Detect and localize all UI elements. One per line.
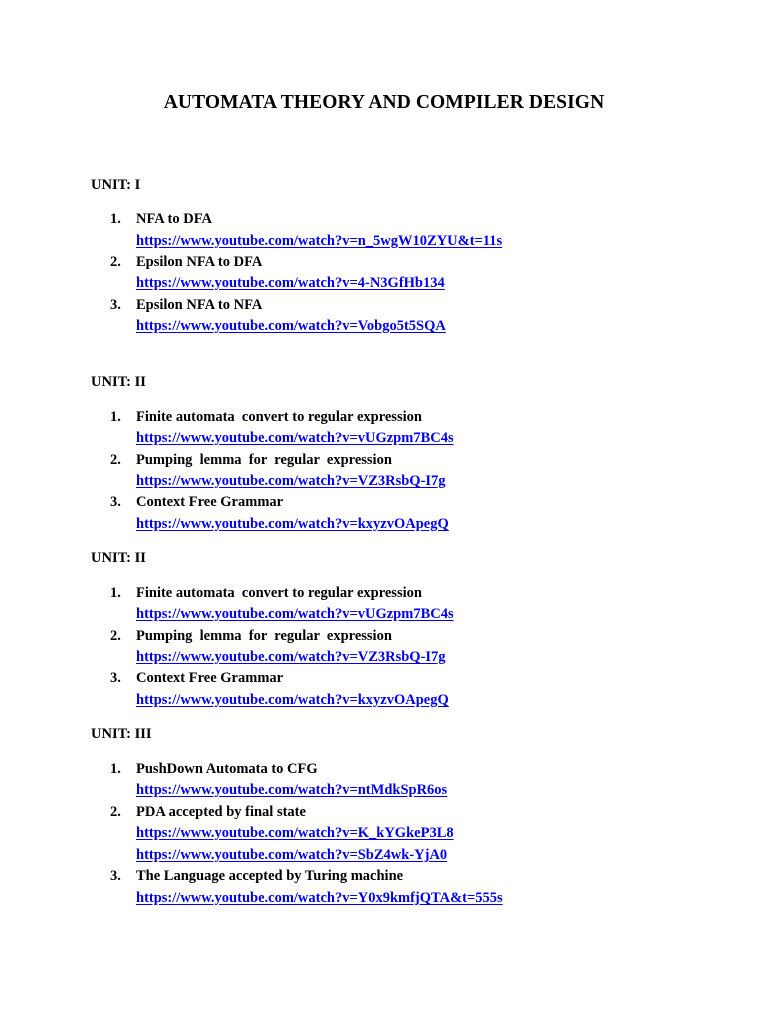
item-number: 1. <box>110 211 121 227</box>
item-number: 3. <box>110 494 121 510</box>
item-number: 1. <box>110 761 121 777</box>
item-title: Pumping lemma for regular expression <box>136 628 392 644</box>
video-link[interactable]: https://www.youtube.com/watch?v=ntMdkSpR6os <box>136 782 448 798</box>
video-link[interactable]: https://www.youtube.com/watch?v=VZ3RsbQ-I7g <box>136 473 446 489</box>
item-title: Epsilon NFA to NFA <box>136 297 263 313</box>
video-link[interactable]: https://www.youtube.com/watch?v=vUGzpm7BC4s <box>136 430 454 446</box>
video-link[interactable]: https://www.youtube.com/watch?v=vUGzpm7BC4s <box>136 606 454 622</box>
unit-heading: UNIT: II <box>91 374 146 390</box>
video-link[interactable]: https://www.youtube.com/watch?v=VZ3RsbQ-I7g <box>136 649 446 665</box>
unit-heading: UNIT: III <box>91 726 152 742</box>
video-link[interactable]: https://www.youtube.com/watch?v=n_5wgW10ZYU&t=11s <box>136 233 503 249</box>
item-number: 3. <box>110 670 121 686</box>
item-number: 3. <box>110 868 121 884</box>
item-title: PushDown Automata to CFG <box>136 761 318 777</box>
video-link[interactable]: https://www.youtube.com/watch?v=Vobgo5t5SQA <box>136 318 446 334</box>
item-title: Context Free Grammar <box>136 670 284 686</box>
item-title: PDA accepted by final state <box>136 804 306 820</box>
item-title: NFA to DFA <box>136 211 212 227</box>
item-title: Finite automata convert to regular expression <box>136 409 422 425</box>
item-number: 2. <box>110 804 121 820</box>
video-link[interactable]: https://www.youtube.com/watch?v=kxyzvOApegQ <box>136 692 449 708</box>
item-number: 1. <box>110 409 121 425</box>
item-number: 2. <box>110 254 121 270</box>
item-number: 3. <box>110 297 121 313</box>
unit-heading: UNIT: I <box>91 177 141 193</box>
item-number: 2. <box>110 452 121 468</box>
item-title: Epsilon NFA to DFA <box>136 254 263 270</box>
item-number: 1. <box>110 585 121 601</box>
item-title: The Language accepted by Turing machine <box>136 868 404 884</box>
video-link[interactable]: https://www.youtube.com/watch?v=K_kYGkeP3L8 <box>136 825 454 841</box>
video-link[interactable]: https://www.youtube.com/watch?v=Y0x9kmfjQTA&t=555s <box>136 890 503 906</box>
item-number: 2. <box>110 628 121 644</box>
unit-heading: UNIT: II <box>91 550 146 566</box>
video-link[interactable]: https://www.youtube.com/watch?v=SbZ4wk-YjA0 <box>136 847 448 863</box>
item-title: Context Free Grammar <box>136 494 284 510</box>
video-link[interactable]: https://www.youtube.com/watch?v=kxyzvOApegQ <box>136 516 449 532</box>
document-title: AUTOMATA THEORY AND COMPILER DESIGN <box>163 92 605 113</box>
video-link[interactable]: https://www.youtube.com/watch?v=4-N3GfHb134 <box>136 275 445 291</box>
item-title: Finite automata convert to regular expression <box>136 585 422 601</box>
item-title: Pumping lemma for regular expression <box>136 452 392 468</box>
